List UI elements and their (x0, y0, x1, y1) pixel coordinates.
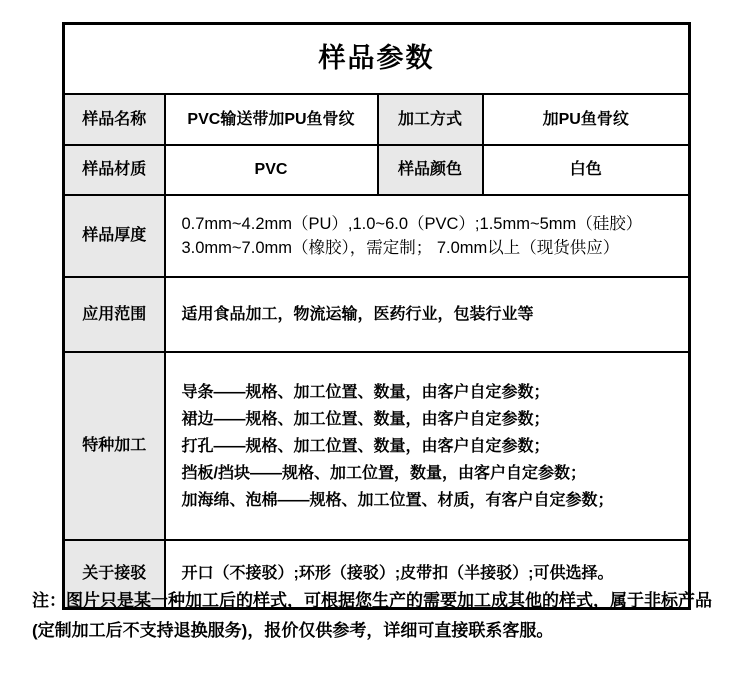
joint-info-label: 关于接驳 (64, 540, 165, 609)
application-range-value: 适用食品加工，物流运输，医药行业，包装行业等 (165, 277, 690, 352)
process-method-value: 加PU鱼骨纹 (483, 94, 690, 145)
thickness-line: 0.7mm~4.2mm（PU）,1.0~6.0（PVC）;1.5mm~5mm（硅胶） (181, 215, 643, 233)
application-range-label: 应用范围 (64, 277, 165, 352)
footnote: 注：图片只是某一种加工后的样式，可根据您生产的需要加工成其他的样式，属于非标产品(定制加工后不支持退换服务)，报价仅供参考，详细可直接联系客服。 (32, 591, 712, 640)
special-processing-line: 导条——规格、加工位置、数量，由客户自定参数； (181, 383, 550, 401)
table-title: 样品参数 (64, 24, 690, 95)
special-processing-label: 特种加工 (64, 352, 165, 540)
joint-info-value: 开口（不接驳）;环形（接驳）;皮带扣（半接驳）;可供选择。 (165, 540, 690, 609)
row-sample-thickness (64, 195, 690, 277)
sample-thickness-label: 样品厚度 (64, 195, 165, 277)
thickness-line: 3.0mm~7.0mm（橡胶），需定制； 7.0mm以上（现货供应） (181, 239, 620, 257)
sample-color-value: 白色 (483, 145, 690, 195)
sample-parameters-table (62, 22, 691, 610)
row-sample-name (64, 94, 690, 145)
table-title-row (64, 24, 690, 95)
sample-name-value: PVC输送带加PU鱼骨纹 (165, 94, 378, 145)
sample-material-value: PVC (165, 145, 378, 195)
special-processing-line: 挡板/挡块——规格、加工位置，数量，由客户自定参数； (181, 464, 586, 482)
sample-color-label: 样品颜色 (378, 145, 483, 195)
sample-thickness-value (165, 195, 690, 277)
row-sample-material (64, 145, 690, 195)
special-processing-value (165, 352, 690, 540)
special-processing-line: 加海绵、泡棉——规格、加工位置、材质，有客户自定参数； (181, 491, 614, 509)
sample-material-label: 样品材质 (64, 145, 165, 195)
special-processing-line: 裙边——规格、加工位置、数量，由客户自定参数； (181, 410, 550, 428)
row-application-range (64, 277, 690, 352)
sample-name-label: 样品名称 (64, 94, 165, 145)
process-method-label: 加工方式 (378, 94, 483, 145)
row-special-processing (64, 352, 690, 540)
special-processing-line: 打孔——规格、加工位置、数量，由客户自定参数； (181, 437, 550, 455)
